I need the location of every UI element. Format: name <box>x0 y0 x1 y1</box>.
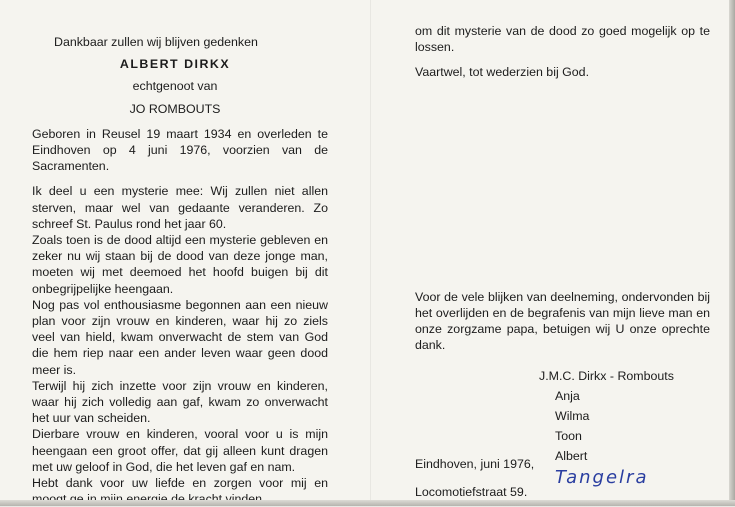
fold-line <box>370 0 371 506</box>
signatory: Anja <box>555 389 580 403</box>
new-plan-paragraph: Nog pas vol enthousiasme begonnen aan een nieuw plan voor zijn vrouw en kinderen, waar hij zo ziels veel van hield, kwam onverwacht de stem van God die hem riep naar een ander leven waar geen dood meer is. <box>32 297 328 377</box>
right-page <box>415 23 710 353</box>
gratitude-paragraph: Hebt dank voor uw liefde en zorgen voor mij en <box>32 476 328 491</box>
deceased-name: ALBERT DIRKX <box>119 57 231 72</box>
intro-line: Dankbaar zullen wij blijven gedenken <box>54 35 258 49</box>
closing-block <box>415 450 565 506</box>
relation-line: echtgenoot van <box>132 79 218 94</box>
continuation-paragraph: om dit mysterie van de dood zo goed mogelijk op te lossen. <box>415 24 710 55</box>
signatory: J.M.C. Dirkx - Rombouts <box>539 369 674 383</box>
signatory: Toon <box>555 429 582 443</box>
spouse-name: JO ROMBOUTS <box>129 101 221 116</box>
card-edge-right <box>729 0 735 506</box>
mystery-paragraph: Ik deel u een mysterie mee: Wij zullen niet allen sterven, maar wel van gedaante veranderen. Zo schreef St. Paulus rond het jaar 60. <box>32 184 328 231</box>
signatory: Wilma <box>555 409 590 423</box>
family-paragraph: Dierbare vrouw en kinderen, vooral voor u is mijn heengaan een groot offer, dat gij alleen kunt dragen met uw geloof in God, die het leven gaf en nam. <box>32 427 328 474</box>
left-page <box>32 34 328 507</box>
signatory: Albert <box>555 449 588 463</box>
parting-paragraph: Terwijl hij zich inzette voor zijn vrouw en kinderen, waar hij zich volledig aan gaf, kwam zo onverwacht het uur van scheiden. <box>32 378 328 426</box>
place-date: Eindhoven, juni 1976, <box>415 457 535 471</box>
mystery-continued-paragraph: Zoals toen is de dood altijd een mysterie gebleven en zeker nu wij staan bij de dood van deze jonge man, moeten wij met deemoed het hoofd buigen bij dit onbegrijpelijke heengaan. <box>32 233 328 296</box>
thanks-paragraph: Voor de vele blijken van deelneming, ondervonden bij het overlijden en de begrafenis van mijn lieve man en onze zorgzame papa, betuigen wij U onze oprechte dank. <box>415 289 710 353</box>
handwritten-annotation: Tangelra <box>555 467 649 488</box>
signatories-list <box>539 366 674 466</box>
farewell-line: Vaartwel, tot wederzien bij God. <box>415 65 590 80</box>
address-line: Locomotiefstraat 59. <box>415 485 528 499</box>
birth-death-paragraph: Geboren in Reusel 19 maart 1934 en overleden te Eindhoven op 4 juni 1976, voorzien van de Sacramenten. <box>32 126 328 174</box>
card-edge-bottom <box>0 500 735 506</box>
